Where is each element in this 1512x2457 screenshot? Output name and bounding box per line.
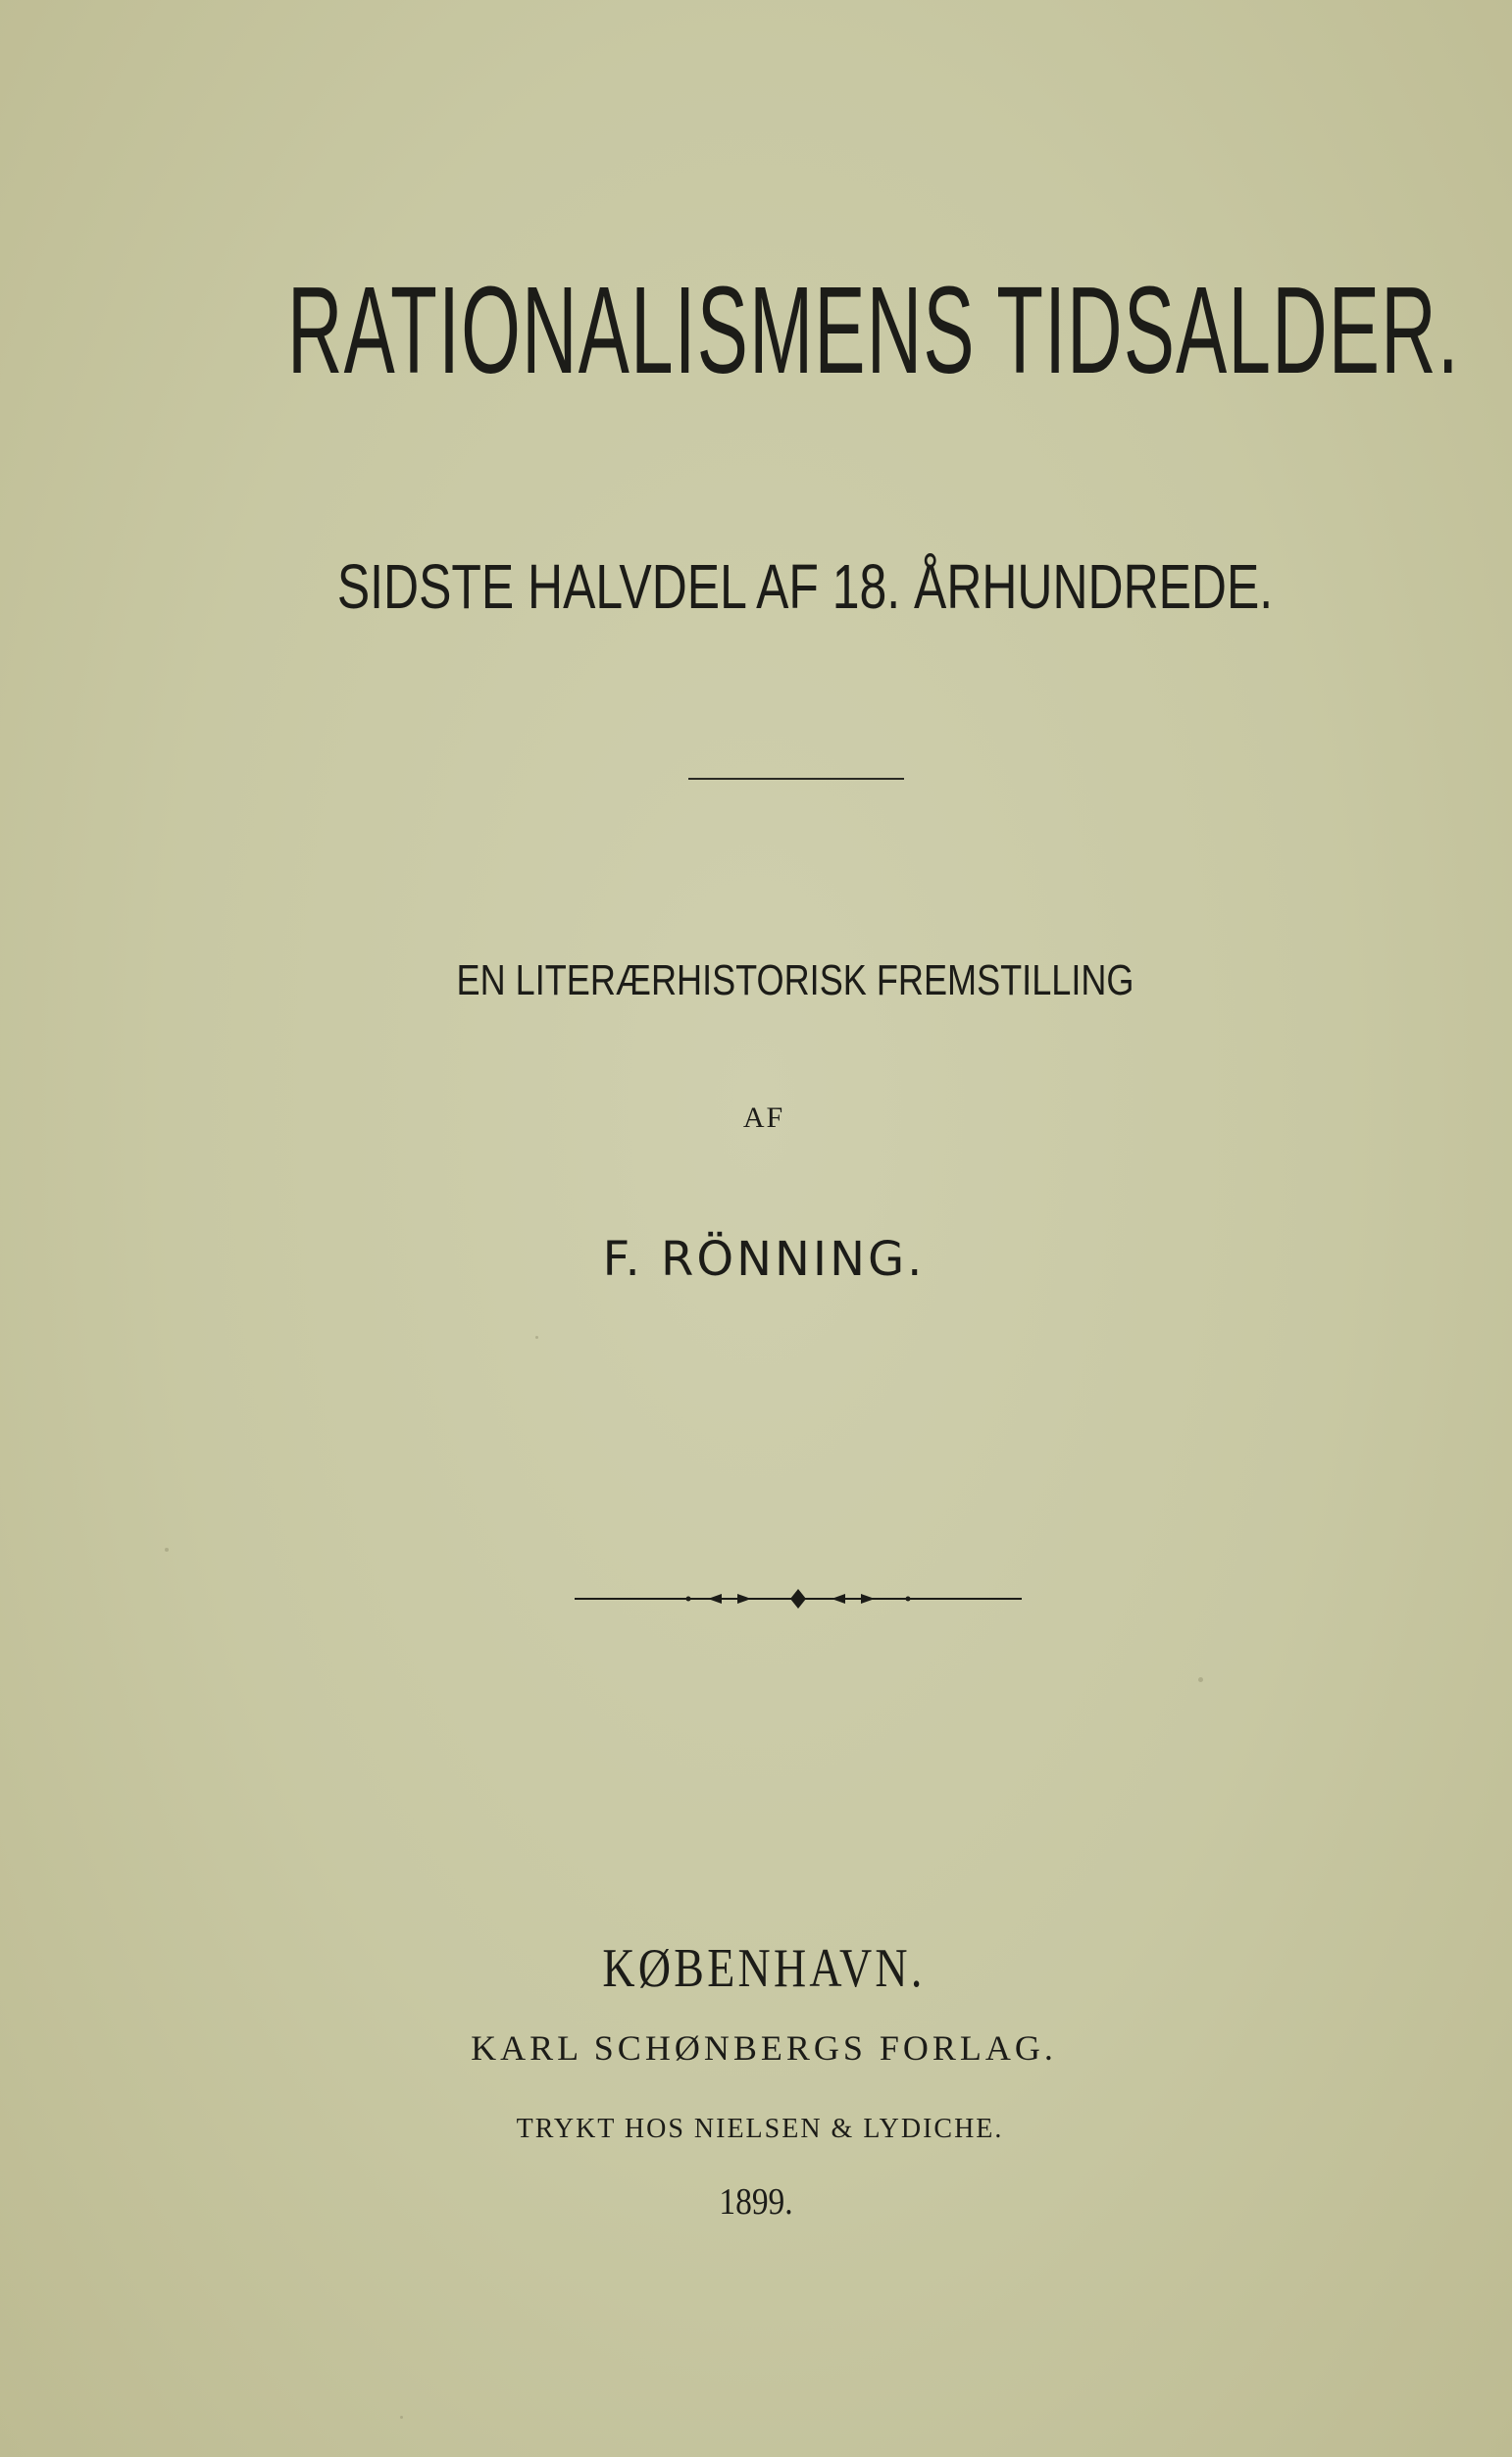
paper-speck (165, 1548, 169, 1552)
description: EN LITERÆRHISTORISK FREMSTILLING (456, 956, 1134, 1004)
publication-year: 1899. (719, 2181, 793, 2223)
subtitle: SIDSTE HALVDEL AF 18. ÅRHUNDREDE. (336, 551, 1274, 622)
ornamental-rule-icon (575, 1579, 1022, 1618)
by-word: AF (742, 1101, 785, 1134)
main-title: RATIONALISMENS TIDSALDER. (286, 261, 1460, 399)
publisher: KARL SCHØNBERGS FORLAG. (471, 2028, 1057, 2068)
city: KØBENHAVN. (602, 1938, 926, 1999)
printer: TRYKT HOS NIELSEN & LYDICHE. (516, 2114, 1004, 2144)
paper-speck (1198, 1677, 1203, 1682)
paper-speck (535, 1336, 538, 1339)
divider-rule (688, 778, 904, 780)
paper-speck (400, 2416, 403, 2419)
author-name: F. RÖNNING. (602, 1232, 926, 1287)
